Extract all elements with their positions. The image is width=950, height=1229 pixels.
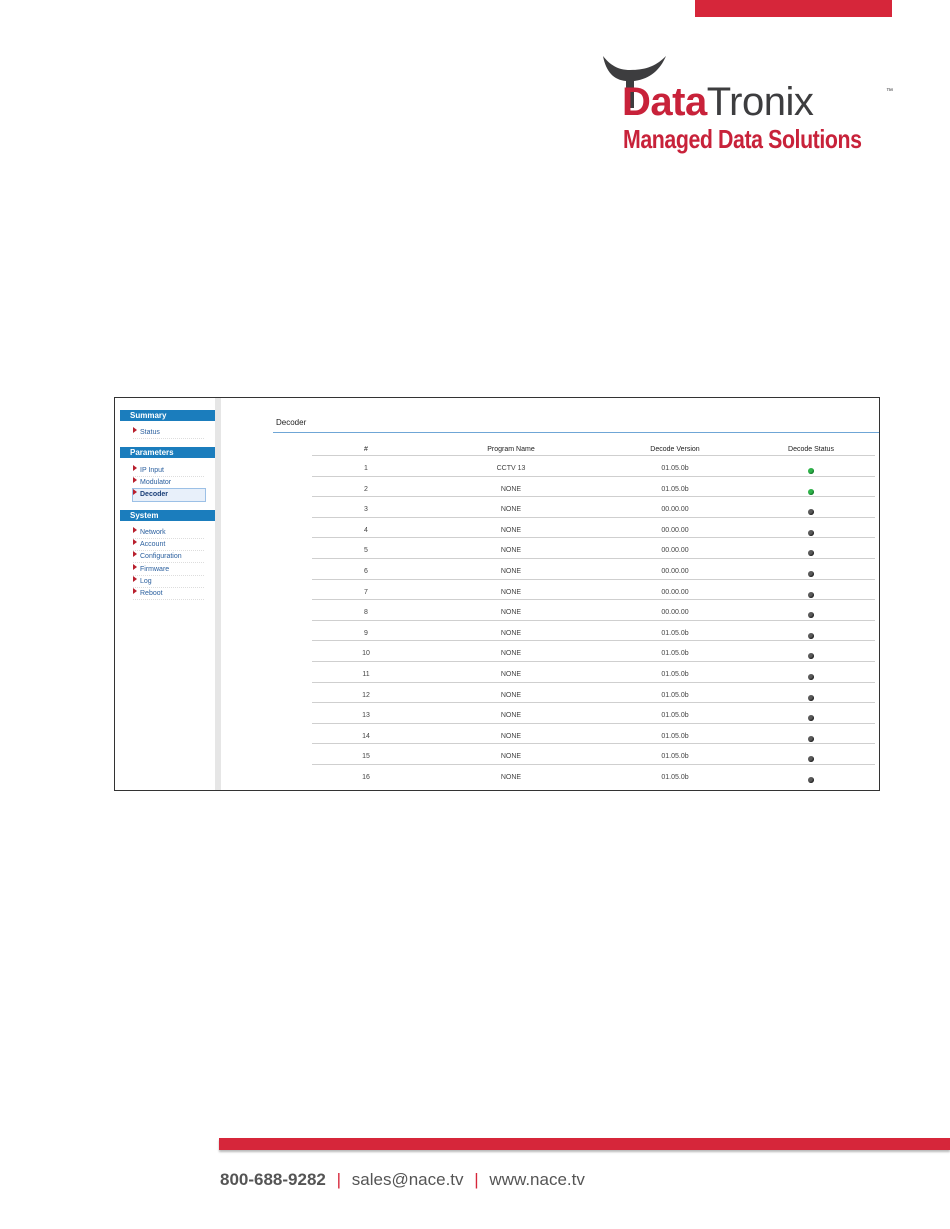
brand-name-part2: Tronix [706, 80, 814, 124]
footer-phone: 800-688-9282 [220, 1170, 326, 1189]
sidebar-item-firmware[interactable]: Firmware [133, 564, 204, 576]
status-ok-icon [808, 468, 814, 474]
row-number: 5 [364, 547, 368, 555]
row-number: 6 [364, 568, 368, 575]
row-divider [312, 640, 875, 641]
footer-contact [220, 1170, 585, 1190]
sidebar-item-network[interactable]: Network [133, 527, 204, 539]
row-program-name: NONE [500, 774, 522, 781]
footer-separator: | [336, 1170, 342, 1189]
status-off-icon [808, 756, 814, 762]
row-decode-version: 01.05.0b [661, 732, 689, 740]
row-divider [312, 723, 875, 724]
status-off-icon [808, 715, 814, 721]
row-decode-version: 01.05.0b [661, 691, 689, 699]
row-number: 14 [362, 732, 370, 740]
row-divider [312, 537, 875, 538]
arrow-right-icon [133, 477, 137, 483]
row-decode-version: 01.05.0b [661, 650, 689, 658]
status-off-icon [808, 736, 814, 742]
row-decode-version: 00.00.00 [661, 588, 689, 596]
column-header-program-name: Program Name [487, 446, 535, 453]
row-decode-version: 01.05.0b [661, 465, 689, 472]
row-decode-version: 01.05.0b [661, 485, 689, 493]
footer-website[interactable]: www.nace.tv [489, 1170, 585, 1189]
row-divider [312, 496, 875, 497]
status-off-icon [808, 550, 814, 556]
row-program-name: NONE [500, 629, 522, 637]
row-number: 2 [364, 485, 368, 493]
row-number: 1 [364, 465, 368, 472]
sidebar-item-reboot[interactable]: Reboot [133, 588, 204, 600]
sidebar [115, 398, 215, 790]
arrow-right-icon [133, 551, 137, 557]
status-off-icon [808, 612, 814, 618]
footer-separator: | [474, 1170, 479, 1189]
row-number: 16 [362, 774, 370, 781]
decoder-screenshot [114, 397, 880, 791]
sidebar-scroll-gutter [215, 398, 221, 790]
row-program-name: NONE [500, 568, 522, 575]
title-divider [273, 432, 879, 433]
page-title: Decoder [276, 418, 307, 427]
sidebar-item-log[interactable]: Log [133, 576, 204, 588]
row-divider [312, 517, 875, 518]
arrow-right-icon [133, 564, 137, 570]
row-divider [312, 579, 875, 580]
row-number: 3 [364, 506, 368, 514]
row-number: 10 [362, 650, 370, 658]
row-decode-version: 01.05.0b [661, 712, 689, 720]
row-program-name: NONE [500, 526, 522, 534]
row-decode-version: 01.05.0b [661, 629, 689, 637]
row-divider [312, 702, 875, 703]
row-number: 13 [362, 712, 370, 720]
sidebar-section-summary: Summary [120, 410, 215, 421]
row-program-name: NONE [500, 588, 522, 596]
row-decode-version: 00.00.00 [661, 526, 689, 534]
row-program-name: NONE [500, 650, 522, 658]
sidebar-section-system: System [120, 510, 215, 521]
row-number: 12 [362, 691, 370, 699]
arrow-right-icon [133, 465, 137, 471]
sidebar-item-configuration[interactable]: Configuration [133, 551, 204, 563]
sidebar-item-ip-input[interactable]: IP Input [133, 465, 204, 477]
brand-wordmark [622, 82, 813, 122]
row-program-name: NONE [500, 691, 522, 699]
arrow-right-icon [133, 489, 137, 495]
status-off-icon [808, 633, 814, 639]
row-program-name: NONE [500, 485, 522, 493]
row-number: 7 [364, 588, 368, 596]
sidebar-item-modulator[interactable]: Modulator [133, 477, 204, 489]
sidebar-section-parameters: Parameters [120, 447, 215, 458]
row-decode-version: 00.00.00 [661, 568, 689, 575]
row-program-name: NONE [500, 712, 522, 720]
row-number: 9 [364, 629, 368, 637]
sidebar-item-status[interactable]: Status [133, 427, 204, 439]
status-off-icon [808, 653, 814, 659]
status-off-icon [808, 509, 814, 515]
row-decode-version: 00.00.00 [661, 506, 689, 514]
status-off-icon [808, 530, 814, 536]
footer-email[interactable]: sales@nace.tv [351, 1170, 464, 1189]
row-decode-version: 01.05.0b [661, 753, 689, 761]
row-program-name: NONE [500, 609, 522, 617]
row-program-name: CCTV 13 [496, 465, 526, 472]
row-decode-version: 00.00.00 [661, 609, 689, 617]
row-divider [312, 455, 875, 456]
arrow-right-icon [133, 539, 137, 545]
row-number: 4 [364, 526, 368, 534]
row-divider [312, 682, 875, 683]
status-off-icon [808, 571, 814, 577]
row-program-name: NONE [500, 753, 522, 761]
sidebar-item-decoder[interactable]: Decoder [132, 488, 206, 502]
row-program-name: NONE [500, 671, 522, 678]
row-number: 8 [364, 609, 368, 617]
top-accent-bar [695, 0, 892, 17]
arrow-right-icon [133, 527, 137, 533]
footer-accent-bar [219, 1138, 950, 1150]
row-divider [312, 743, 875, 744]
column-header-number: # [364, 446, 368, 453]
row-program-name: NONE [500, 506, 522, 514]
column-header-decode-status: Decode Status [788, 446, 834, 453]
column-header-decode-version: Decode Version [650, 446, 700, 453]
row-number: 11 [362, 671, 370, 678]
row-decode-version: 01.05.0b [661, 671, 689, 678]
row-divider [312, 661, 875, 662]
row-number: 15 [362, 753, 370, 761]
row-program-name: NONE [500, 547, 522, 555]
status-off-icon [808, 592, 814, 598]
arrow-right-icon [133, 427, 137, 433]
brand-tagline: Managed Data Solutions [623, 124, 862, 154]
arrow-right-icon [133, 588, 137, 594]
status-ok-icon [808, 489, 814, 495]
status-off-icon [808, 674, 814, 680]
row-divider [312, 599, 875, 600]
status-off-icon [808, 695, 814, 701]
status-off-icon [808, 777, 814, 783]
row-divider [312, 558, 875, 559]
brand-name-part1: Data [622, 80, 707, 124]
row-decode-version: 00.00.00 [661, 547, 689, 555]
sidebar-item-account[interactable]: Account [133, 539, 204, 551]
trademark-symbol: ™ [886, 88, 893, 95]
arrow-right-icon [133, 576, 137, 582]
row-divider [312, 764, 875, 765]
row-decode-version: 01.05.0b [661, 774, 689, 781]
row-divider [312, 620, 875, 621]
row-program-name: NONE [500, 732, 522, 740]
row-divider [312, 476, 875, 477]
